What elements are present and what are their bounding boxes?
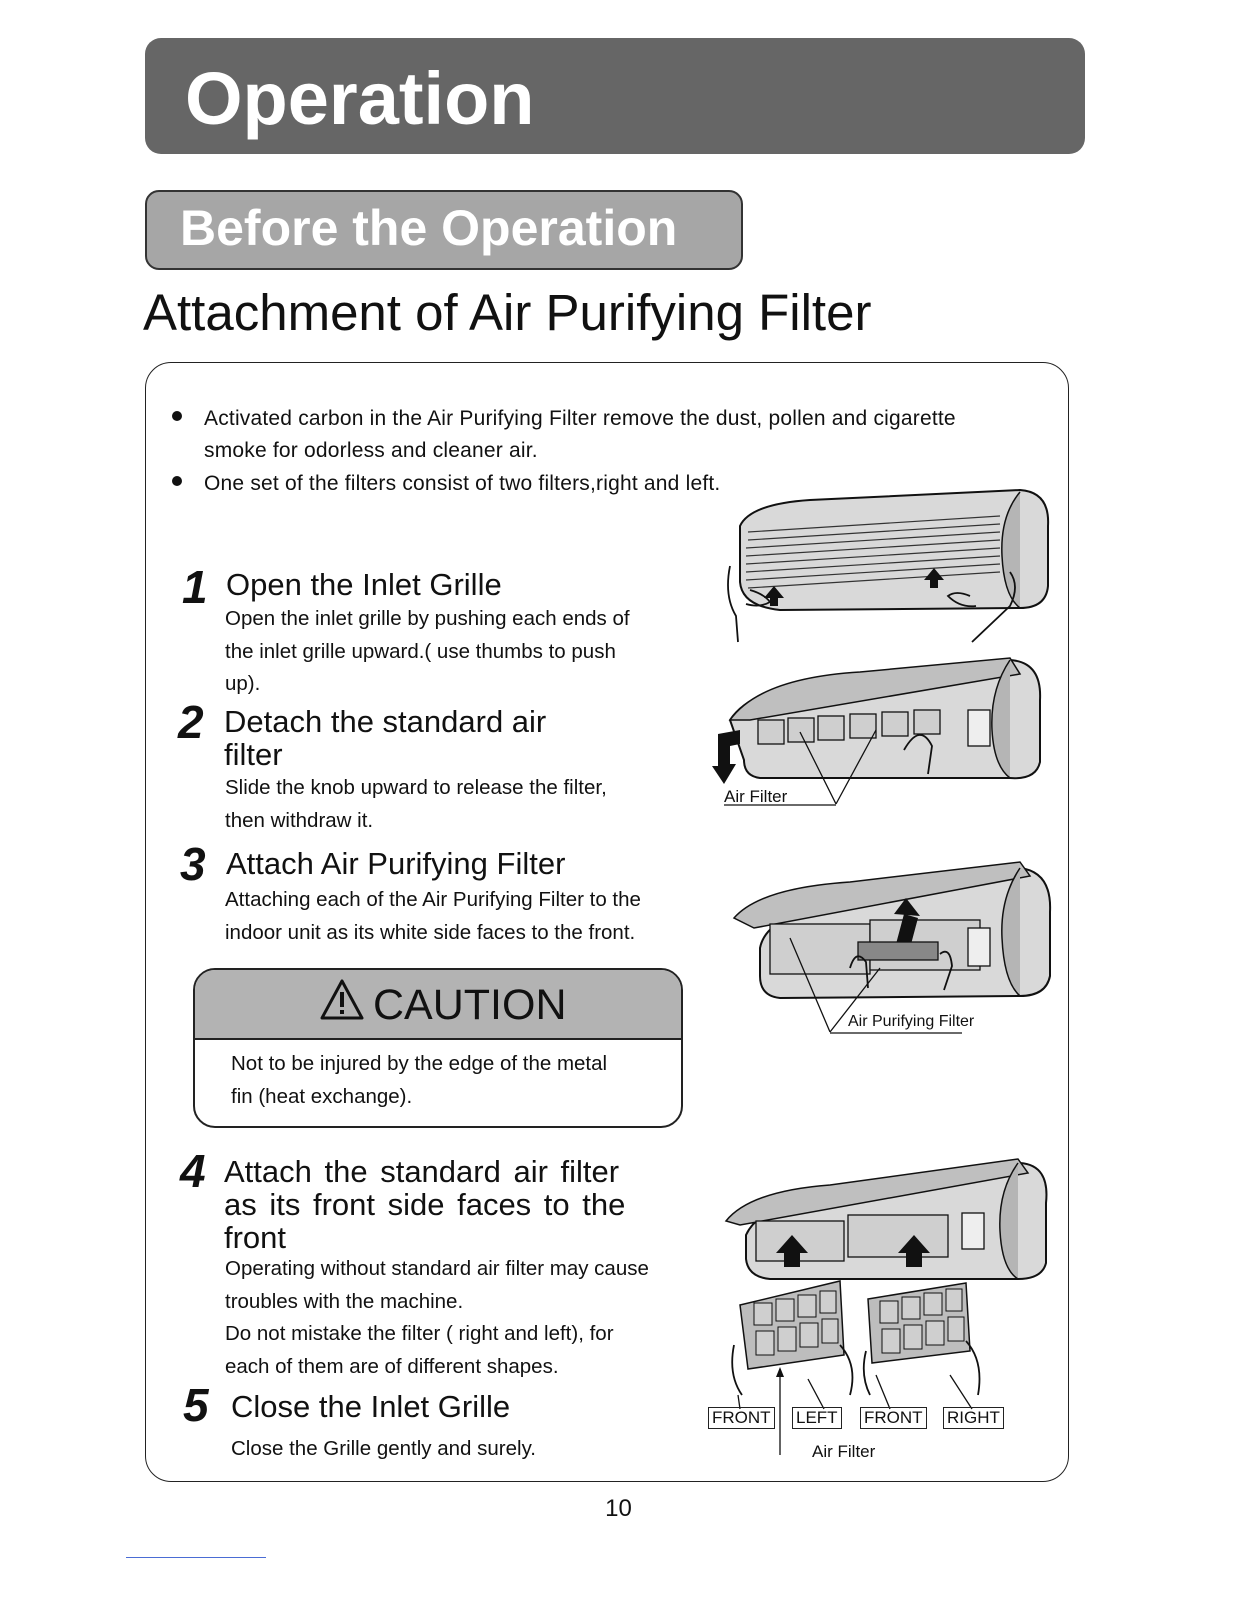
step-body-line: each of them are of different shapes. — [225, 1354, 559, 1378]
step-title-line: as its front side faces to the — [224, 1187, 626, 1222]
bullet-line: smoke for odorless and cleaner air. — [204, 439, 538, 462]
step-body-line: indoor unit as its white side faces to the front. — [225, 920, 636, 944]
figure-attach-purifying-filter — [730, 858, 1060, 1038]
step-number: 2 — [178, 696, 204, 748]
figure-caption: Air Filter — [812, 1442, 876, 1461]
step-body-line: troubles with the machine. — [225, 1289, 464, 1313]
page-title: Attachment of Air Purifying Filter — [143, 284, 872, 341]
step-title-line: filter — [224, 737, 283, 772]
subsection-title: Before the Operation — [180, 200, 678, 256]
step-title-line: Detach the standard air — [224, 704, 547, 739]
step-title-line: Attach the standard air filter — [224, 1154, 620, 1189]
step-number: 5 — [183, 1379, 209, 1431]
step-title — [224, 1155, 625, 1254]
step-body-line: Operating without standard air filter may cause — [225, 1257, 649, 1280]
section-title: Operation — [185, 57, 535, 140]
step-title — [224, 705, 546, 771]
step-body-line: then withdraw it. — [225, 808, 374, 832]
caution-title: CAUTION — [373, 981, 567, 1029]
step-body-line: Do not mistake the filter ( right and left), for — [225, 1322, 614, 1345]
step-body-line: Attaching each of the Air Purifying Filter to the — [225, 888, 641, 911]
caution-body-line: fin (heat exchange). — [231, 1084, 413, 1108]
step-body — [225, 603, 630, 701]
caution-box — [193, 968, 683, 1128]
figure-label: Air Filter — [724, 787, 788, 806]
step-body-line: up). — [225, 672, 261, 695]
caution-body — [231, 1048, 671, 1113]
step-body-line: Open the inlet grille by pushing each ends of — [225, 607, 630, 630]
step-title: Close the Inlet Grille — [231, 1389, 511, 1424]
step-title: Attach Air Purifying Filter — [226, 846, 566, 881]
filter-label-right: RIGHT — [943, 1407, 1004, 1429]
step-number: 3 — [180, 838, 206, 890]
step-body — [225, 884, 641, 949]
step-body — [225, 1253, 649, 1383]
bullet-dot — [172, 411, 182, 421]
caution-body-line: Not to be injured by the edge of the metal — [231, 1052, 608, 1075]
step-number: 1 — [182, 561, 208, 613]
filter-label-front-right: FRONT — [860, 1407, 927, 1429]
footer-rule — [126, 1557, 266, 1558]
step-body-line: Slide the knob upward to release the filter, — [225, 776, 607, 799]
step-body-line: the inlet grille upward.( use thumbs to push — [225, 639, 616, 663]
bullet-line: One set of the filters consist of two filters,right and left. — [204, 472, 721, 495]
bullet-line: Activated carbon in the Air Purifying Filter remove the dust, pollen and cigarette — [204, 407, 956, 430]
step-title-line: front — [224, 1220, 287, 1255]
bullet-item — [204, 403, 956, 467]
step-body — [231, 1433, 536, 1466]
filter-label-left: LEFT — [792, 1407, 842, 1429]
down-arrow-icon — [712, 730, 740, 784]
warning-triangle-icon — [319, 978, 365, 1022]
step-number: 4 — [180, 1145, 206, 1197]
step-body — [225, 772, 607, 837]
step-title: Open the Inlet Grille — [226, 567, 502, 602]
step-body-line: Close the Grille gently and surely. — [231, 1437, 536, 1460]
bullet-item — [204, 468, 720, 500]
figure-label: Air Purifying Filter — [848, 1013, 975, 1030]
bullet-dot — [172, 476, 182, 486]
filter-label-front-left: FRONT — [708, 1407, 775, 1429]
figure-open-grille — [720, 486, 1060, 646]
page-number: 10 — [605, 1495, 632, 1522]
